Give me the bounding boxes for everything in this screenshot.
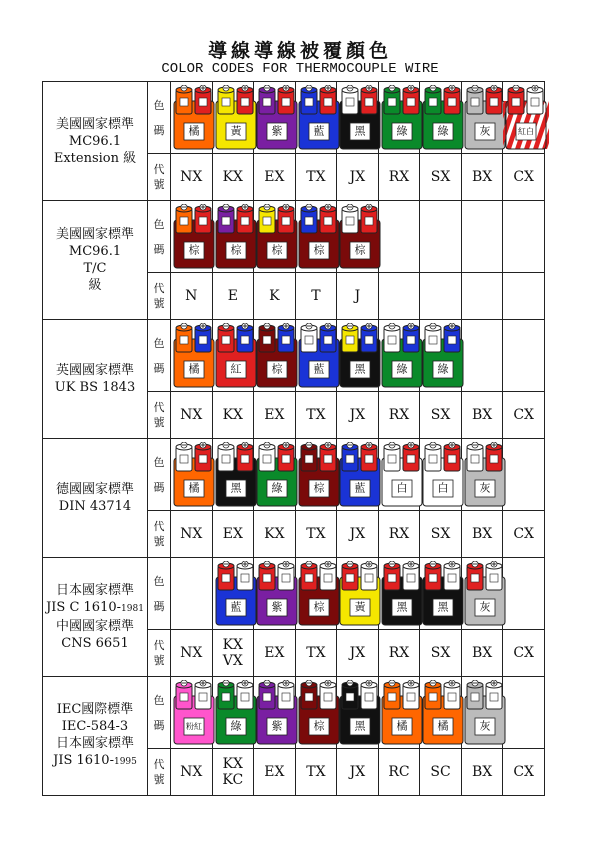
wire-swatch: [171, 323, 217, 389]
swatch-cell: [461, 439, 503, 511]
swatch-color-name: 黃: [354, 600, 366, 613]
swatch-color-name: 橘: [188, 124, 200, 137]
wire-swatch: [337, 680, 383, 746]
swatch-cell: [295, 677, 337, 749]
standard-line: CNS 6651: [61, 636, 129, 651]
standard-line: MC96.1: [68, 133, 122, 149]
wire-code: NX: [171, 749, 213, 796]
swatch-color-name: 紅: [230, 362, 242, 375]
wire-swatch: [379, 85, 425, 151]
swatch-cell: [212, 82, 254, 154]
wire-swatch: [171, 680, 217, 746]
swatch-color-name: 黑: [354, 362, 366, 375]
standard-line: DIN 43714: [58, 499, 132, 514]
swatch-cell: [212, 320, 254, 392]
wire-swatch: [213, 680, 259, 746]
wire-swatch: [254, 323, 300, 389]
swatch-color-name: 黑: [437, 600, 449, 613]
swatch-cell: [171, 320, 213, 392]
wire-code: EX: [254, 392, 296, 439]
swatch-color-name: 藍: [354, 481, 366, 494]
wire-swatch: [213, 85, 259, 151]
wire-code: EX: [212, 511, 254, 558]
wire-swatch: [420, 323, 466, 389]
title-chinese: 導線導線被覆顏色: [207, 40, 392, 62]
swatch-cell: [171, 439, 213, 511]
swatch-color-name: 紫: [271, 124, 283, 137]
code-label: 代 號: [148, 630, 171, 677]
swatch-color-name: 棕: [313, 243, 325, 256]
color-label: 色 碼: [148, 82, 171, 154]
wire-swatch: [296, 323, 342, 389]
wire-code: KX VX: [212, 630, 254, 677]
standard-line: 美國國家標準: [55, 227, 134, 242]
wire-code: NX: [171, 511, 213, 558]
swatch-color-name: 橘: [188, 362, 200, 375]
wire-code: [420, 273, 462, 320]
wire-code: KX: [254, 511, 296, 558]
wire-swatch: [420, 561, 466, 627]
wire-swatch: [213, 204, 259, 270]
swatch-color-name: 棕: [354, 243, 366, 256]
wire-swatch: [171, 204, 217, 270]
swatch-color-name: 綠: [437, 124, 449, 137]
standard-line: 德國國家標準: [55, 482, 134, 497]
wire-code: TX: [295, 511, 337, 558]
standard-line: 級: [88, 278, 102, 293]
standard-line: T/C: [83, 261, 107, 276]
swatch-color-name: 棕: [313, 719, 325, 732]
wire-swatch: [254, 561, 300, 627]
swatch-color-name: 黑: [354, 124, 366, 137]
wire-code: JX: [337, 392, 379, 439]
swatch-cell: [503, 201, 545, 273]
color-code-table: [42, 81, 545, 796]
wire-code: CX: [503, 749, 545, 796]
swatch-cell: [295, 82, 337, 154]
standard-line: 中國國家標準: [55, 619, 134, 634]
wire-code: TX: [295, 630, 337, 677]
wire-code: [378, 273, 420, 320]
color-label: 色 碼: [148, 558, 171, 630]
swatch-cell: [295, 558, 337, 630]
swatch-color-name: 藍: [230, 600, 242, 613]
code-label: 代 號: [148, 392, 171, 439]
swatch-color-name: 棕: [271, 362, 283, 375]
swatch-cell: [503, 439, 545, 511]
wire-code: SX: [420, 630, 462, 677]
wire-swatch: [462, 442, 508, 508]
color-row: [43, 439, 545, 511]
swatch-color-name: 黑: [354, 719, 366, 732]
wire-code: RX: [378, 630, 420, 677]
wire-swatch: [296, 204, 342, 270]
standard-year: 1995: [113, 757, 137, 767]
swatch-cell: [295, 439, 337, 511]
swatch-cell: [461, 201, 503, 273]
swatch-cell: [420, 439, 462, 511]
wire-code: KX: [212, 154, 254, 201]
swatch-cell: [212, 558, 254, 630]
standard-line: MC96.1: [68, 244, 122, 259]
swatch-cell: [171, 677, 213, 749]
swatch-color-name: 綠: [396, 362, 408, 375]
wire-swatch: [296, 680, 342, 746]
wire-code: T: [295, 273, 337, 320]
wire-swatch: [462, 561, 508, 627]
standard-line: Extension 級: [53, 150, 137, 166]
color-label: 色 碼: [148, 439, 171, 511]
wire-code: KX KC: [212, 749, 254, 796]
wire-swatch: [379, 323, 425, 389]
swatch-cell: [171, 201, 213, 273]
color-row: [43, 82, 545, 154]
swatch-cell: [254, 558, 296, 630]
wire-swatch: [254, 442, 300, 508]
wire-swatch: [213, 442, 259, 508]
color-row: [43, 320, 545, 392]
swatch-color-name: 黃: [230, 124, 242, 137]
standard-line: 英國國家標準: [55, 363, 134, 378]
swatch-color-name: 紫: [271, 719, 283, 732]
wire-swatch: [213, 323, 259, 389]
swatch-color-name: 白: [396, 481, 408, 494]
color-label: 色 碼: [148, 201, 171, 273]
code-label: 代 號: [148, 273, 171, 320]
wire-code: TX: [295, 154, 337, 201]
swatch-color-name: 灰: [479, 124, 491, 137]
swatch-cell: [420, 558, 462, 630]
swatch-cell: [337, 82, 379, 154]
wire-swatch: [379, 442, 425, 508]
wire-swatch: [379, 561, 425, 627]
wire-code: SX: [420, 511, 462, 558]
wire-swatch: [420, 85, 466, 151]
wire-code: EX: [254, 154, 296, 201]
swatch-color-name: 黑: [230, 481, 242, 494]
standard-name: [43, 201, 148, 320]
swatch-color-name: 棕: [313, 481, 325, 494]
wire-code: JX: [337, 511, 379, 558]
wire-swatch: [296, 561, 342, 627]
swatch-cell: [254, 201, 296, 273]
wire-swatch: [337, 323, 383, 389]
swatch-color-name: 紫: [271, 600, 283, 613]
wire-swatch: [213, 561, 259, 627]
wire-code: KX: [212, 392, 254, 439]
wire-code: CX: [503, 511, 545, 558]
swatch-color-name: 白: [437, 481, 449, 494]
swatch-color-name: 粉紅: [186, 721, 202, 731]
swatch-color-name: 灰: [479, 481, 491, 494]
color-row: [43, 558, 545, 630]
standard-name: [43, 82, 148, 201]
swatch-color-name: 藍: [313, 124, 325, 137]
swatch-color-name: 綠: [230, 719, 242, 732]
wire-code: JX: [337, 630, 379, 677]
wire-code: K: [254, 273, 296, 320]
wire-code: RC: [378, 749, 420, 796]
swatch-cell: [212, 439, 254, 511]
wire-code: J: [337, 273, 379, 320]
swatch-cell: [254, 320, 296, 392]
wire-swatch: [254, 85, 300, 151]
standard-line: 美國國家標準: [55, 116, 134, 132]
color-row: [43, 201, 545, 273]
wire-code: [461, 273, 503, 320]
wire-code: BX: [461, 511, 503, 558]
wire-code: BX: [461, 392, 503, 439]
swatch-color-name: 橘: [437, 719, 449, 732]
standard-name: [43, 320, 148, 439]
wire-swatch: [296, 442, 342, 508]
wire-swatch: [420, 442, 466, 508]
swatch-color-name: 綠: [396, 124, 408, 137]
swatch-cell: [420, 201, 462, 273]
wire-swatch: [503, 85, 549, 151]
swatch-cell: [212, 677, 254, 749]
swatch-color-name: 灰: [479, 719, 491, 732]
wire-code: [503, 273, 545, 320]
color-row: [43, 677, 545, 749]
wire-code: RX: [378, 154, 420, 201]
standard-line: UK BS 1843: [54, 380, 136, 395]
wire-code: NX: [171, 154, 213, 201]
wire-code: CX: [503, 154, 545, 201]
wire-swatch: [254, 680, 300, 746]
wire-swatch: [379, 680, 425, 746]
swatch-color-name: 橘: [188, 481, 200, 494]
swatch-cell: [378, 82, 420, 154]
swatch-color-name: 綠: [437, 362, 449, 375]
swatch-cell: [503, 677, 545, 749]
wire-code: N: [171, 273, 213, 320]
swatch-color-name: 黑: [396, 600, 408, 613]
swatch-cell: [254, 439, 296, 511]
standard-line: IEC-584-3: [61, 719, 129, 734]
swatch-cell: [461, 677, 503, 749]
wire-code: JX: [337, 749, 379, 796]
wire-code: TX: [295, 749, 337, 796]
wire-code: EX: [254, 630, 296, 677]
wire-swatch: [337, 204, 383, 270]
swatch-color-name: 綠: [271, 481, 283, 494]
standard-year: 1981: [121, 604, 144, 614]
wire-swatch: [462, 85, 508, 151]
wire-code: BX: [461, 630, 503, 677]
wire-code: CX: [503, 392, 545, 439]
swatch-color-name: 灰: [479, 600, 491, 613]
swatch-color-name: 棕: [313, 600, 325, 613]
swatch-cell: [420, 677, 462, 749]
wire-code: BX: [461, 154, 503, 201]
swatch-color-name: 棕: [188, 243, 200, 256]
wire-code: NX: [171, 392, 213, 439]
swatch-cell: [254, 677, 296, 749]
wire-code: NX: [171, 630, 213, 677]
wire-code: TX: [295, 392, 337, 439]
swatch-cell: [461, 320, 503, 392]
standard-line: JIS C 1610-1981: [46, 600, 144, 615]
swatch-cell: [171, 82, 213, 154]
standard-line: JIS 1610-1995: [53, 753, 137, 768]
swatch-cell: [378, 558, 420, 630]
wire-code: RX: [378, 392, 420, 439]
wire-code: CX: [503, 630, 545, 677]
wire-code: JX: [337, 154, 379, 201]
swatch-cell: [420, 82, 462, 154]
swatch-cell: [337, 677, 379, 749]
code-label: 代 號: [148, 154, 171, 201]
wire-swatch: [171, 85, 217, 151]
standard-line: 日本國家標準: [55, 583, 134, 598]
wire-code: SX: [420, 392, 462, 439]
swatch-cell: [171, 558, 213, 630]
swatch-cell: [337, 439, 379, 511]
swatch-color-name: 棕: [271, 243, 283, 256]
wire-code: SX: [420, 154, 462, 201]
wire-swatch: [337, 561, 383, 627]
swatch-cell: [378, 439, 420, 511]
swatch-cell: [337, 320, 379, 392]
standard-line: IEC國際標準: [56, 702, 134, 717]
standard-name: [43, 677, 148, 796]
swatch-cell: [212, 201, 254, 273]
swatch-cell: [503, 320, 545, 392]
wire-swatch: [337, 85, 383, 151]
swatch-cell: [254, 82, 296, 154]
swatch-cell: [378, 320, 420, 392]
wire-swatch: [462, 680, 508, 746]
standard-name: [43, 439, 148, 558]
wire-swatch: [171, 442, 217, 508]
wire-swatch: [254, 204, 300, 270]
wire-swatch: [337, 442, 383, 508]
swatch-cell: [378, 677, 420, 749]
wire-code: SC: [420, 749, 462, 796]
code-label: 代 號: [148, 749, 171, 796]
standard-name: [43, 558, 148, 677]
title-english: COLOR CODES FOR THERMOCOUPLE WIRE: [161, 61, 439, 77]
swatch-color-name: 紅白: [518, 126, 535, 136]
wire-code: RX: [378, 511, 420, 558]
swatch-cell: [295, 201, 337, 273]
swatch-cell: [461, 82, 503, 154]
swatch-cell: [295, 320, 337, 392]
swatch-cell: [461, 558, 503, 630]
color-label: 色 碼: [148, 320, 171, 392]
swatch-color-name: 藍: [313, 362, 325, 375]
code-label: 代 號: [148, 511, 171, 558]
wire-swatch: [296, 85, 342, 151]
wire-swatch: [420, 680, 466, 746]
wire-code: E: [212, 273, 254, 320]
color-label: 色 碼: [148, 677, 171, 749]
swatch-cell: [420, 320, 462, 392]
swatch-cell: [503, 82, 545, 154]
wire-code: BX: [461, 749, 503, 796]
swatch-color-name: 橘: [396, 719, 408, 732]
wire-code: EX: [254, 749, 296, 796]
standard-line: 日本國家標準: [55, 736, 134, 751]
swatch-cell: [503, 558, 545, 630]
swatch-cell: [378, 201, 420, 273]
swatch-color-name: 棕: [230, 243, 242, 256]
swatch-cell: [337, 558, 379, 630]
swatch-cell: [337, 201, 379, 273]
